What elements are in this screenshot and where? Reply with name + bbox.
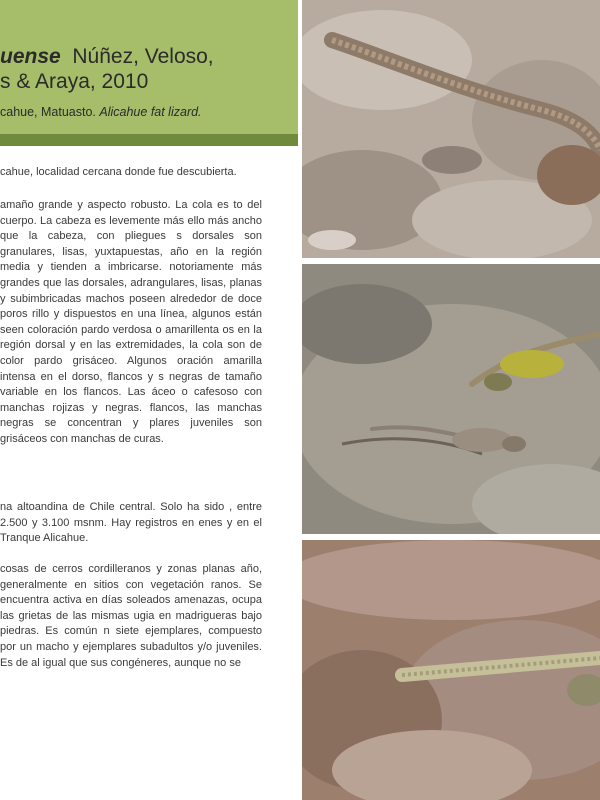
species-title bbox=[0, 44, 214, 94]
species-name: uense bbox=[0, 45, 61, 68]
authors-line-1: Núñez, Veloso, bbox=[72, 45, 214, 68]
etymology-paragraph: cahue, localidad cercana donde fue descubierta. bbox=[0, 166, 237, 178]
authors-line-2: s & Araya, 2010 bbox=[0, 70, 149, 93]
header-divider bbox=[0, 134, 298, 146]
two-lizards-photo bbox=[302, 264, 600, 534]
habitat-paragraph: cosas de cerros cordilleranos y zonas planas año, generalmente en sitios con vegetación ranos. Se encuentra activa en días soleados amenazas, ocupa las grietas de las mismas ugia en madrigueras bajo piedras. Es común n siete ejemplares, compuesto por un macho y ejemplares subadultos y/o juveniles. Es de al igual que sus congéneres, aunque no se bbox=[0, 563, 262, 669]
header-banner bbox=[0, 0, 298, 134]
boulder-lizard-photo bbox=[302, 540, 600, 800]
common-names bbox=[0, 105, 202, 119]
lizard-tail-photo bbox=[302, 0, 600, 258]
spanish-names: cahue, Matuasto. bbox=[0, 105, 96, 119]
english-name: Alicahue fat lizard. bbox=[99, 105, 202, 119]
distribution-paragraph: na altoandina de Chile central. Solo ha sido , entre 2.500 y 3.100 msnm. Hay registros en enes y en el Tranque Alicahue. bbox=[0, 501, 262, 545]
description-paragraph: amaño grande y aspecto robusto. La cola es to del cuerpo. La cabeza es levemente más ello más ancho que la cabeza, con pliegues s dorsales son granulares, lisas, yuxtapuestas, año en la región media y tienden a imbricarse. notoriamente más grandes que las dorsales, adrangulares, lisas, planas y subimbricadas machos poseen alrededor de doce poros rillo y dispuestos en una línea, algunos están seen coloración pardo verdosa o amarillenta os en la región dorsal y en las extremidades, la cola son de color pardo grisáceo. Algunos oración amarilla intensa en el dorso, flancos y s negras de tamaño variable en los flancos. Las áceo o cafesoso con manchas rojizas y negras. flancos, las manchas negras se concentran y plares juveniles son grisáceos con manchas de curas. bbox=[0, 199, 262, 445]
